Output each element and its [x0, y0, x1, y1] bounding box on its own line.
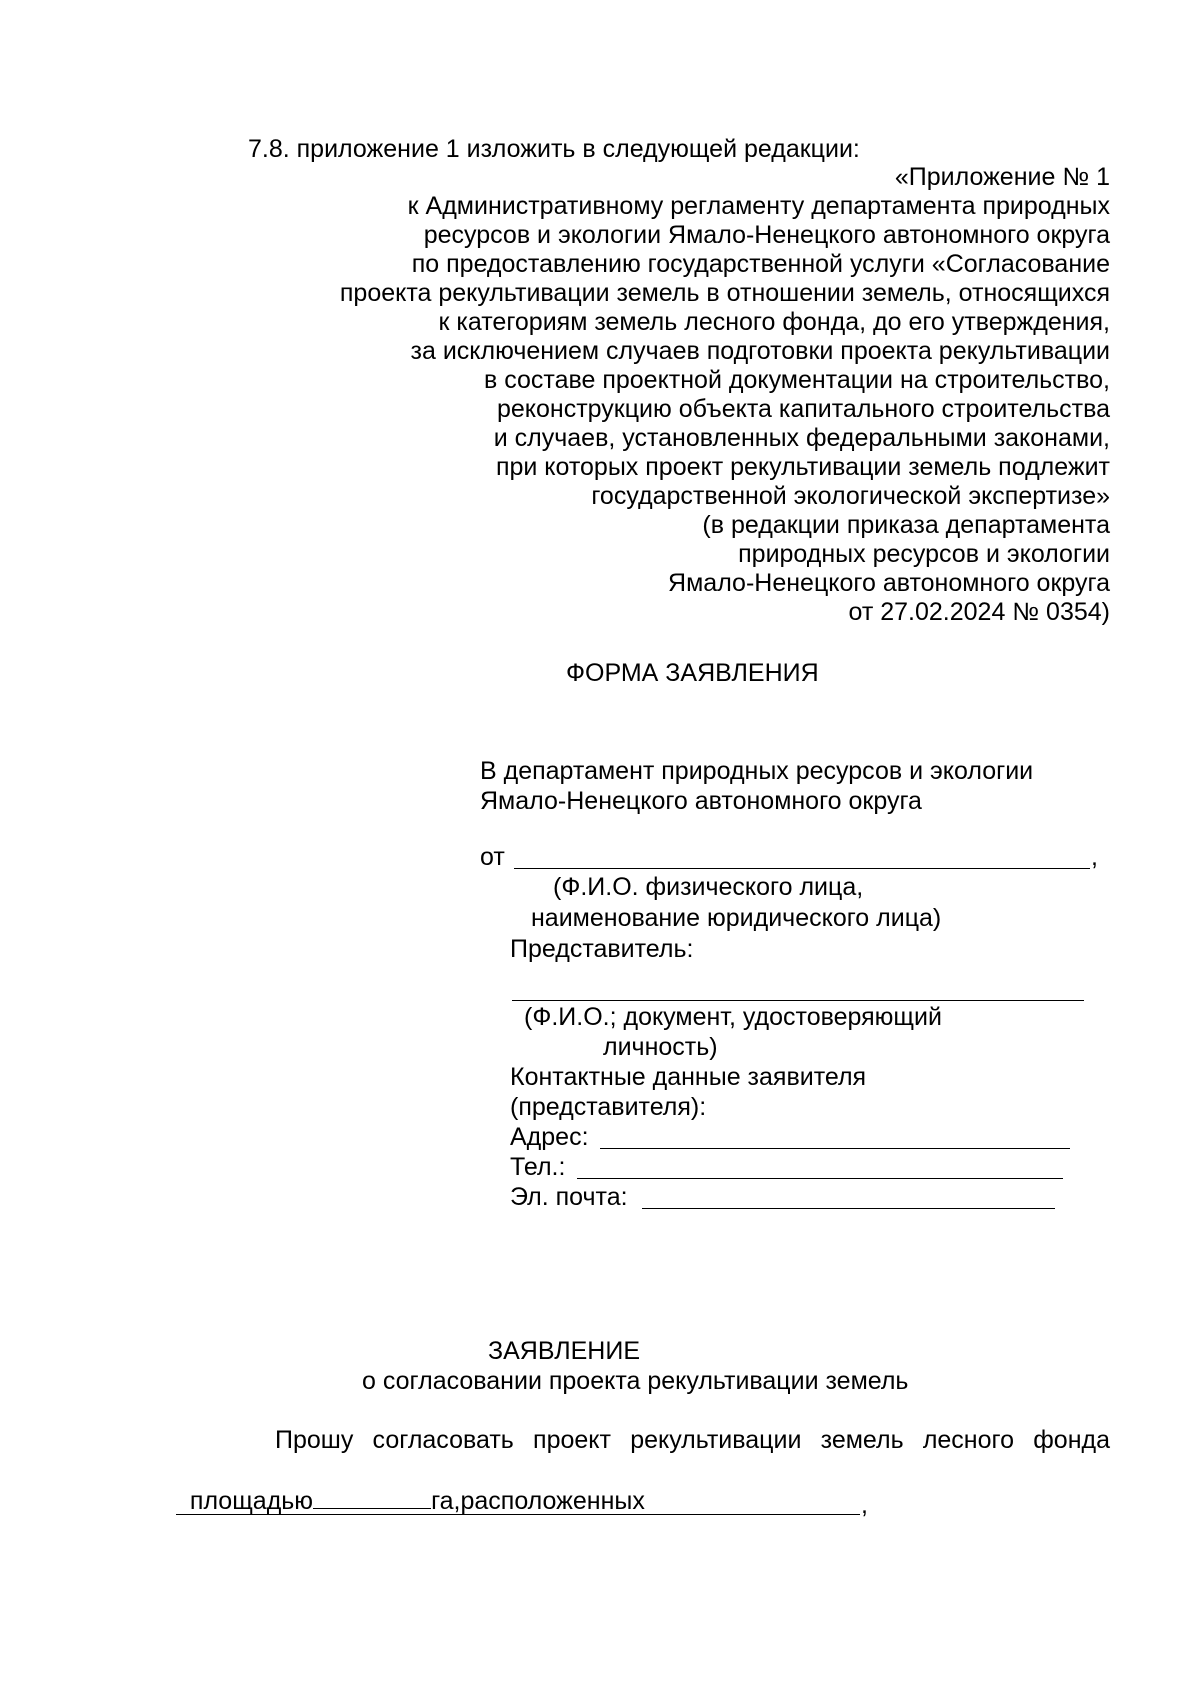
annex-header-line: от 27.02.2024 № 0354)	[848, 598, 1110, 626]
annex-header-line: «Приложение № 1	[894, 163, 1110, 191]
phone-field[interactable]	[577, 1178, 1063, 1179]
statement-body-text: Прошу согласовать проект рекультивации земель лесного фонда	[275, 1426, 1110, 1454]
email-field[interactable]	[642, 1208, 1055, 1209]
location-field[interactable]	[176, 1514, 860, 1515]
annex-header-line: за исключением случаев подготовки проекта рекультивации	[410, 337, 1110, 365]
annex-header-line: и случаев, установленных федеральными законами,	[493, 424, 1110, 452]
area-field[interactable]	[313, 1486, 431, 1509]
address-field[interactable]	[600, 1148, 1070, 1149]
from-trailing-comma: ,	[1091, 843, 1098, 871]
representative-blank-line[interactable]	[512, 1000, 1084, 1001]
annex-header-line: ресурсов и экологии Ямало-Ненецкого автономного округа	[423, 221, 1110, 249]
statement-body-line	[176, 1425, 1110, 1455]
contacts-label: Контактные данные заявителя	[510, 1063, 867, 1091]
annex-header-line: государственной экологической экспертизе»	[591, 482, 1110, 510]
from-blank-line[interactable]	[514, 868, 1090, 869]
addressee-line: В департамент природных ресурсов и экологии	[480, 757, 1034, 785]
representative-hint: личность)	[603, 1033, 718, 1061]
area-line	[176, 1456, 645, 1516]
area-prefix: площадью	[189, 1487, 314, 1515]
from-hint: наименование юридического лица)	[531, 904, 942, 932]
location-trailing-comma: ,	[861, 1491, 868, 1519]
addressee-line: Ямало-Ненецкого автономного округа	[480, 787, 922, 815]
annex-header-line: в составе проектной документации на строительство,	[483, 366, 1110, 394]
form-title: ФОРМА ЗАЯВЛЕНИЯ	[566, 659, 819, 687]
annex-header-line: реконструкцию объекта капитального строительства	[496, 395, 1110, 423]
contacts-label: (представителя):	[510, 1093, 707, 1121]
annex-header-line: (в редакции приказа департамента	[702, 511, 1110, 539]
from-hint: (Ф.И.О. физического лица,	[553, 873, 864, 901]
annex-header-line: к категориям земель лесного фонда, до его утверждения,	[438, 308, 1110, 336]
annex-header-line: по предоставлению государственной услуги «Согласование	[411, 250, 1110, 278]
annex-header-line: Ямало-Ненецкого автономного округа	[668, 569, 1110, 597]
address-label: Адрес:	[510, 1123, 589, 1151]
phone-label: Тел.:	[510, 1153, 566, 1181]
annex-header-line: к Административному регламенту департамента природных	[407, 192, 1110, 220]
from-label: от	[480, 843, 505, 871]
email-label: Эл. почта:	[510, 1183, 628, 1211]
statement-subtitle: о согласовании проекта рекультивации земель	[362, 1367, 909, 1395]
annex-header-line: проекта рекультивации земель в отношении земель, относящихся	[339, 279, 1110, 307]
area-suffix: га,расположенных	[431, 1487, 645, 1515]
representative-label: Представитель:	[510, 935, 694, 963]
amendment-intro: 7.8. приложение 1 изложить в следующей редакции:	[248, 135, 860, 163]
representative-hint: (Ф.И.О.; документ, удостоверяющий	[524, 1003, 942, 1031]
annex-header-line: при которых проект рекультивации земель подлежит	[495, 453, 1110, 481]
annex-header-line: природных ресурсов и экологии	[738, 540, 1110, 568]
statement-title: ЗАЯВЛЕНИЕ	[488, 1337, 641, 1365]
